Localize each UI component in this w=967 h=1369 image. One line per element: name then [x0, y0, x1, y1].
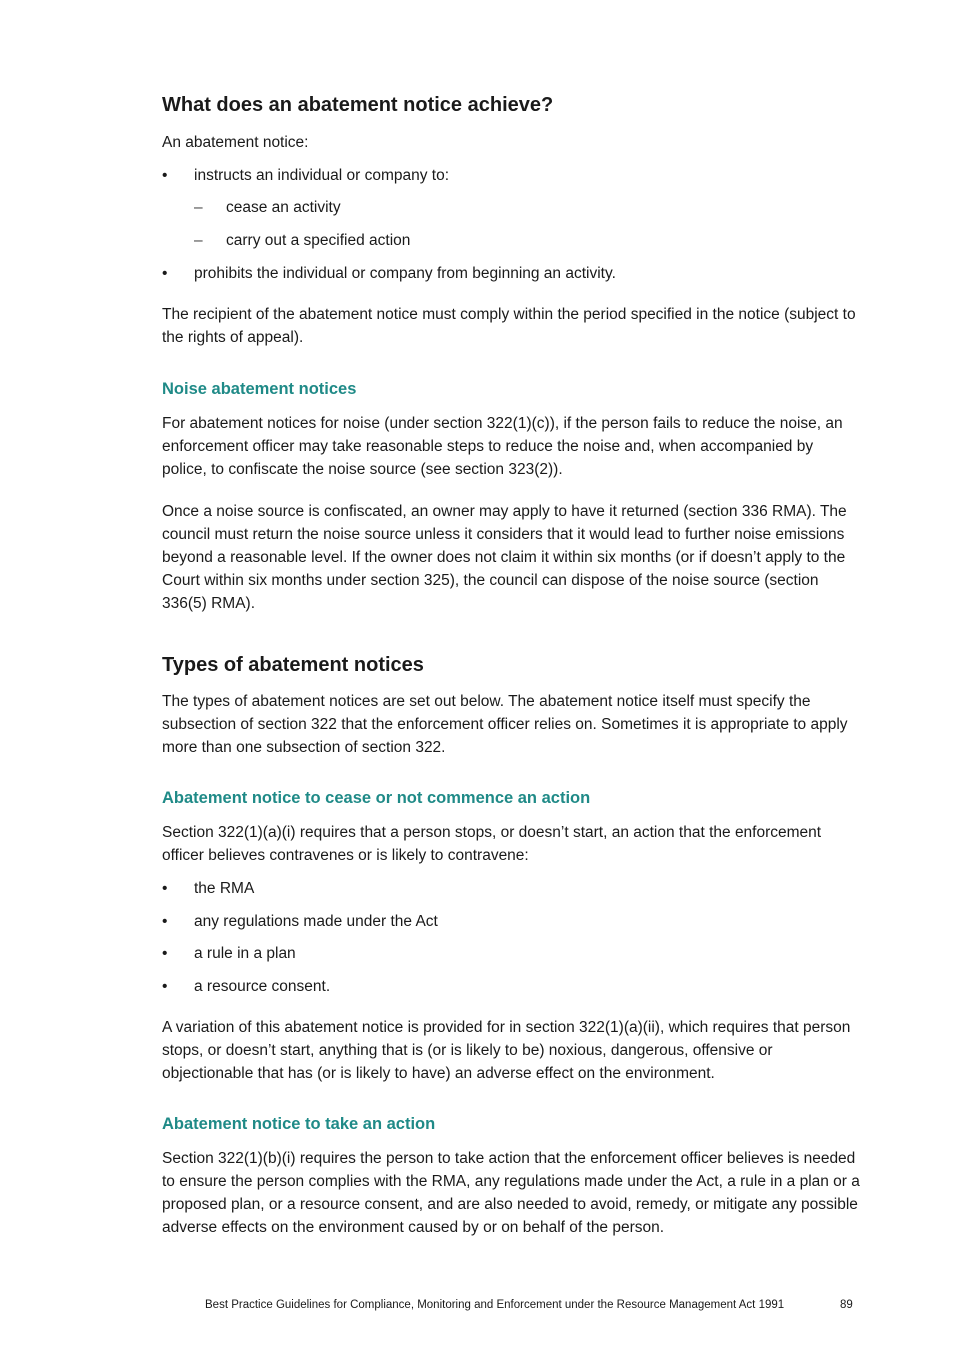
dash-mark: –: [194, 199, 203, 216]
sub-list-item-text: carry out a specified action: [226, 232, 411, 249]
dash-mark: –: [194, 232, 203, 249]
paragraph-recipient: The recipient of the abatement notice must comply within the period specified in the notice (subject to the rights of appeal).: [162, 306, 856, 346]
list-item-text: a resource consent.: [194, 978, 331, 995]
sub-list-item-text: cease an activity: [226, 199, 341, 216]
bullet-mark: •: [162, 978, 168, 995]
bullet-mark: •: [162, 265, 168, 282]
list-item-text: prohibits the individual or company from beginning an activity.: [194, 265, 616, 282]
heading-types: Types of abatement notices: [162, 654, 424, 676]
paragraph-take-action: Section 322(1)(b)(i) requires the person to take action that the enforcement officer believes is needed to ensure the person complies with the RMA, any regulations made under the Act, a rule in a plan or a proposed plan, or a resource consent, and are also needed to avoid, remedy, or mitigate any possible adverse effects on the environment caused by or on behalf of the person.: [162, 1150, 860, 1236]
paragraph-noise-1: For abatement notices for noise (under section 322(1)(c)), if the person fails to reduce the noise, an enforcement officer may take reasonable steps to reduce the noise and, when accompanied by police, to confiscate the noise source (see section 323(2)).: [162, 415, 843, 478]
paragraph-noise-2: Once a noise source is confiscated, an owner may apply to have it returned (section 336 RMA). The council must return the noise source unless it considers that it would lead to further noise emissions beyond a reasonable level. If the owner does not claim it within six months (or if doesn’t apply to the Court within six months under section 325), the council can dispose of the noise source (section 336(5) RMA).: [162, 503, 847, 612]
paragraph-cease: Section 322(1)(a)(i) requires that a person stops, or doesn’t start, an action that the enforcement officer believes contravenes or is likely to contravene:: [162, 824, 822, 864]
list-item-text: the RMA: [194, 880, 255, 897]
paragraph-types: The types of abatement notices are set out below. The abatement notice itself must specify the subsection of section 322 that the enforcement officer relies on. Sometimes it is appropriate to apply more than one subsection of section 322.: [162, 693, 848, 756]
bullet-mark: •: [162, 167, 168, 184]
list-item-text: any regulations made under the Act: [194, 913, 438, 930]
page-number: 89: [840, 1299, 853, 1311]
paragraph-variation: A variation of this abatement notice is provided for in section 322(1)(a)(ii), which requires that person stops, or doesn’t start, anything that is (or is likely to be) noxious, dangerous, offensive or objectionable that has (or is likely to have) an adverse effect on the environment.: [162, 1019, 851, 1082]
heading-noise-abatement: Noise abatement notices: [162, 380, 357, 398]
list-item-text: a rule in a plan: [194, 945, 296, 962]
footer-title: Best Practice Guidelines for Compliance, Monitoring and Enforcement under the Resource Management Act 1991: [205, 1299, 785, 1311]
heading-take-action: Abatement notice to take an action: [162, 1115, 436, 1133]
heading-cease-action: Abatement notice to cease or not commence an action: [162, 789, 591, 807]
bullet-mark: •: [162, 913, 168, 930]
list-item-text: instructs an individual or company to:: [194, 167, 450, 184]
heading-abatement-achieve: What does an abatement notice achieve?: [162, 94, 554, 116]
bullet-mark: •: [162, 945, 168, 962]
intro-text: An abatement notice:: [162, 134, 309, 151]
bullet-mark: •: [162, 880, 168, 897]
